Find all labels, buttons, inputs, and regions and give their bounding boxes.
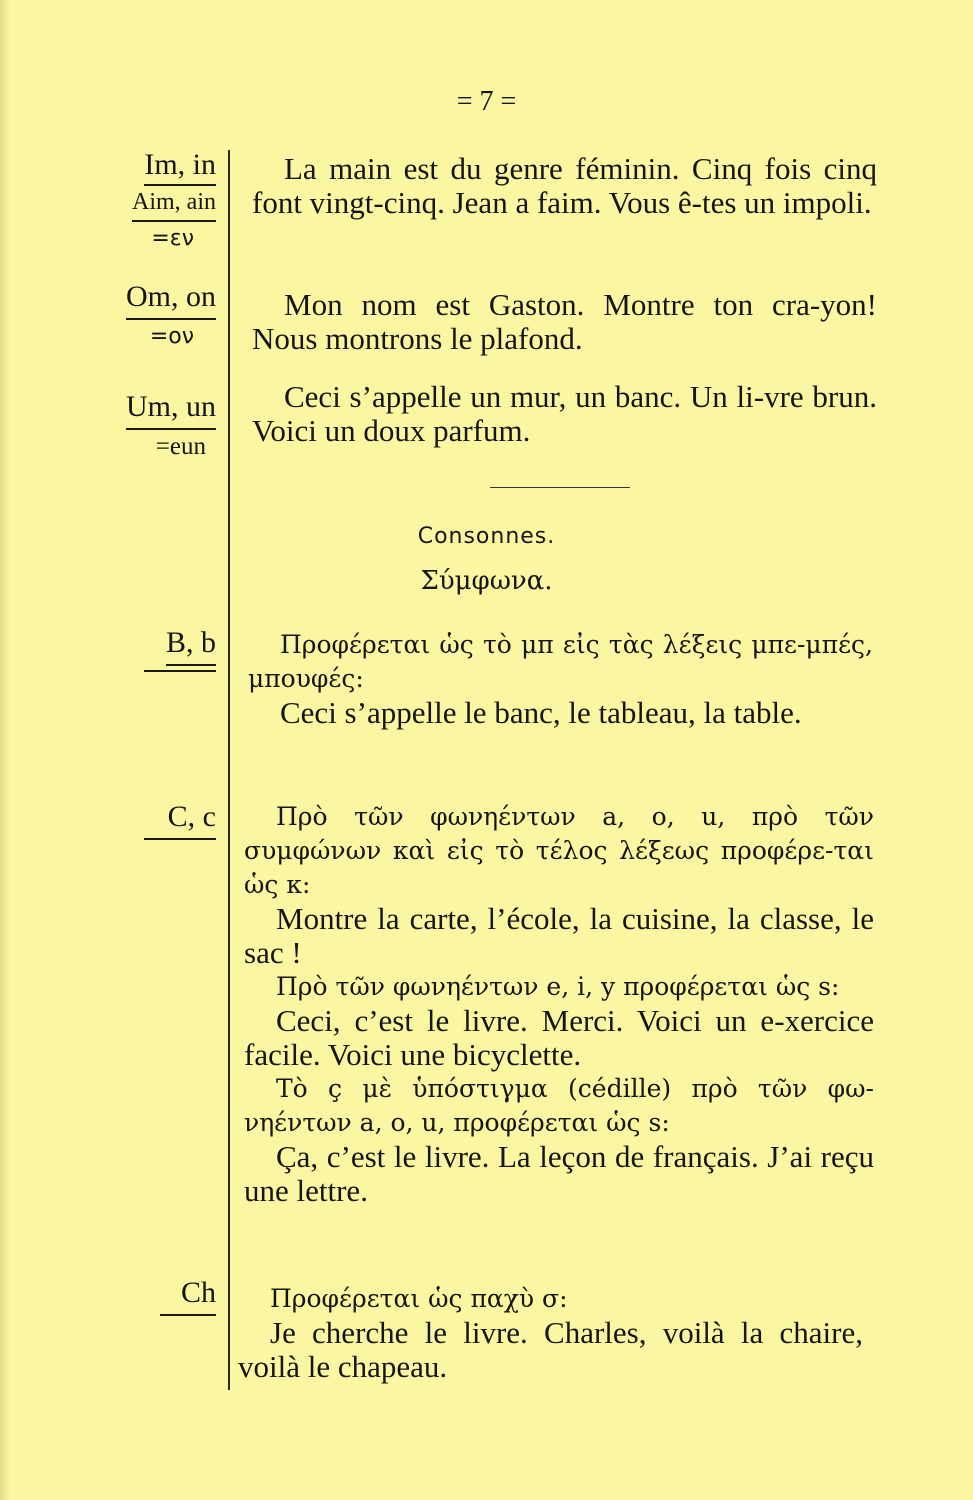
label-um-un: Um, un [126,390,216,430]
label-ev: =εν [151,226,194,251]
c-rule-2: Πρὸ τῶν φωνηέντων e, i, y προφέρεται ὡς s: [276,972,840,1001]
margin-label-b [144,626,216,672]
c-example-3: Ça, c’est le livre. La leçon de français. J’ai reçu une lettre. [244,1139,874,1208]
um-text: Ceci s’appelle un mur, un banc. Un li-vre brun. Voici un doux parfum. [252,379,877,448]
c-rule-3: Τὸ ç μὲ ὑπόστιγμα (cédille) πρὸ τῶν φω-νηέντων a, o, u, προφέρεται ὡς s: [244,1074,874,1137]
ch-example: Je cherche le livre. Charles, voilà la chaire, voilà le chapeau. [238,1315,863,1384]
om-text-block [252,288,877,356]
b-example: Ceci s’appelle le banc, le tableau, la table. [280,695,802,730]
margin-label-om [126,280,216,354]
section-divider [490,487,630,488]
im-text: La main est du genre féminin. Cinq fois cinq font vingt-cinq. Jean a faim. Vous ê-tes un impoli. [252,151,877,220]
c-example-1: Montre la carte, l’école, la cuisine, la classe, le sac ! [244,901,874,970]
label-b: B, b [166,626,216,666]
label-aim-ain: Aim, ain [132,186,216,222]
um-text-block [252,380,877,448]
label-eun: =eun [155,433,206,460]
margin-label-c [144,800,216,840]
label-b-rule [144,670,216,672]
b-rule: Προφέρεται ὡς τὸ μπ εἰς τὰς λέξεις μπε-μπές, μπουφές: [248,630,873,693]
label-ch-rule [160,1314,216,1316]
page-edge [0,0,10,1500]
margin-label-um [126,390,216,464]
margin-label-im [132,148,216,256]
c-block [244,800,874,1208]
b-block [248,628,873,730]
label-im-in: Im, in [144,148,216,186]
c-rule-1: Πρὸ τῶν φωνηέντων a, o, u, πρὸ τῶν συμφώνων καὶ εἰς τὸ τέλος λέξεως προφέρε-ται ὡς κ: [244,802,874,899]
label-c-rule [144,838,216,840]
margin-label-ch [160,1276,216,1316]
section-title-gr: Σύμφωνα. [420,566,553,596]
im-text-block [252,152,877,220]
margin-divider [228,150,230,1390]
section-title-fr: Consonnes. [417,524,556,549]
label-c: C, c [167,800,216,833]
label-ov: =ον [149,324,194,349]
ch-block [238,1282,863,1384]
om-text: Mon nom est Gaston. Montre ton cra-yon! Nous montrons le plafond. [252,287,877,356]
label-ch: Ch [180,1276,216,1309]
label-om-on: Om, on [126,280,216,320]
page-number: = 7 = [456,86,517,117]
ch-rule: Προφέρεται ὡς παχὺ σ: [270,1284,568,1313]
c-example-2: Ceci, c’est le livre. Merci. Voici un e-xercice facile. Voici une bicyclette. [244,1003,874,1072]
